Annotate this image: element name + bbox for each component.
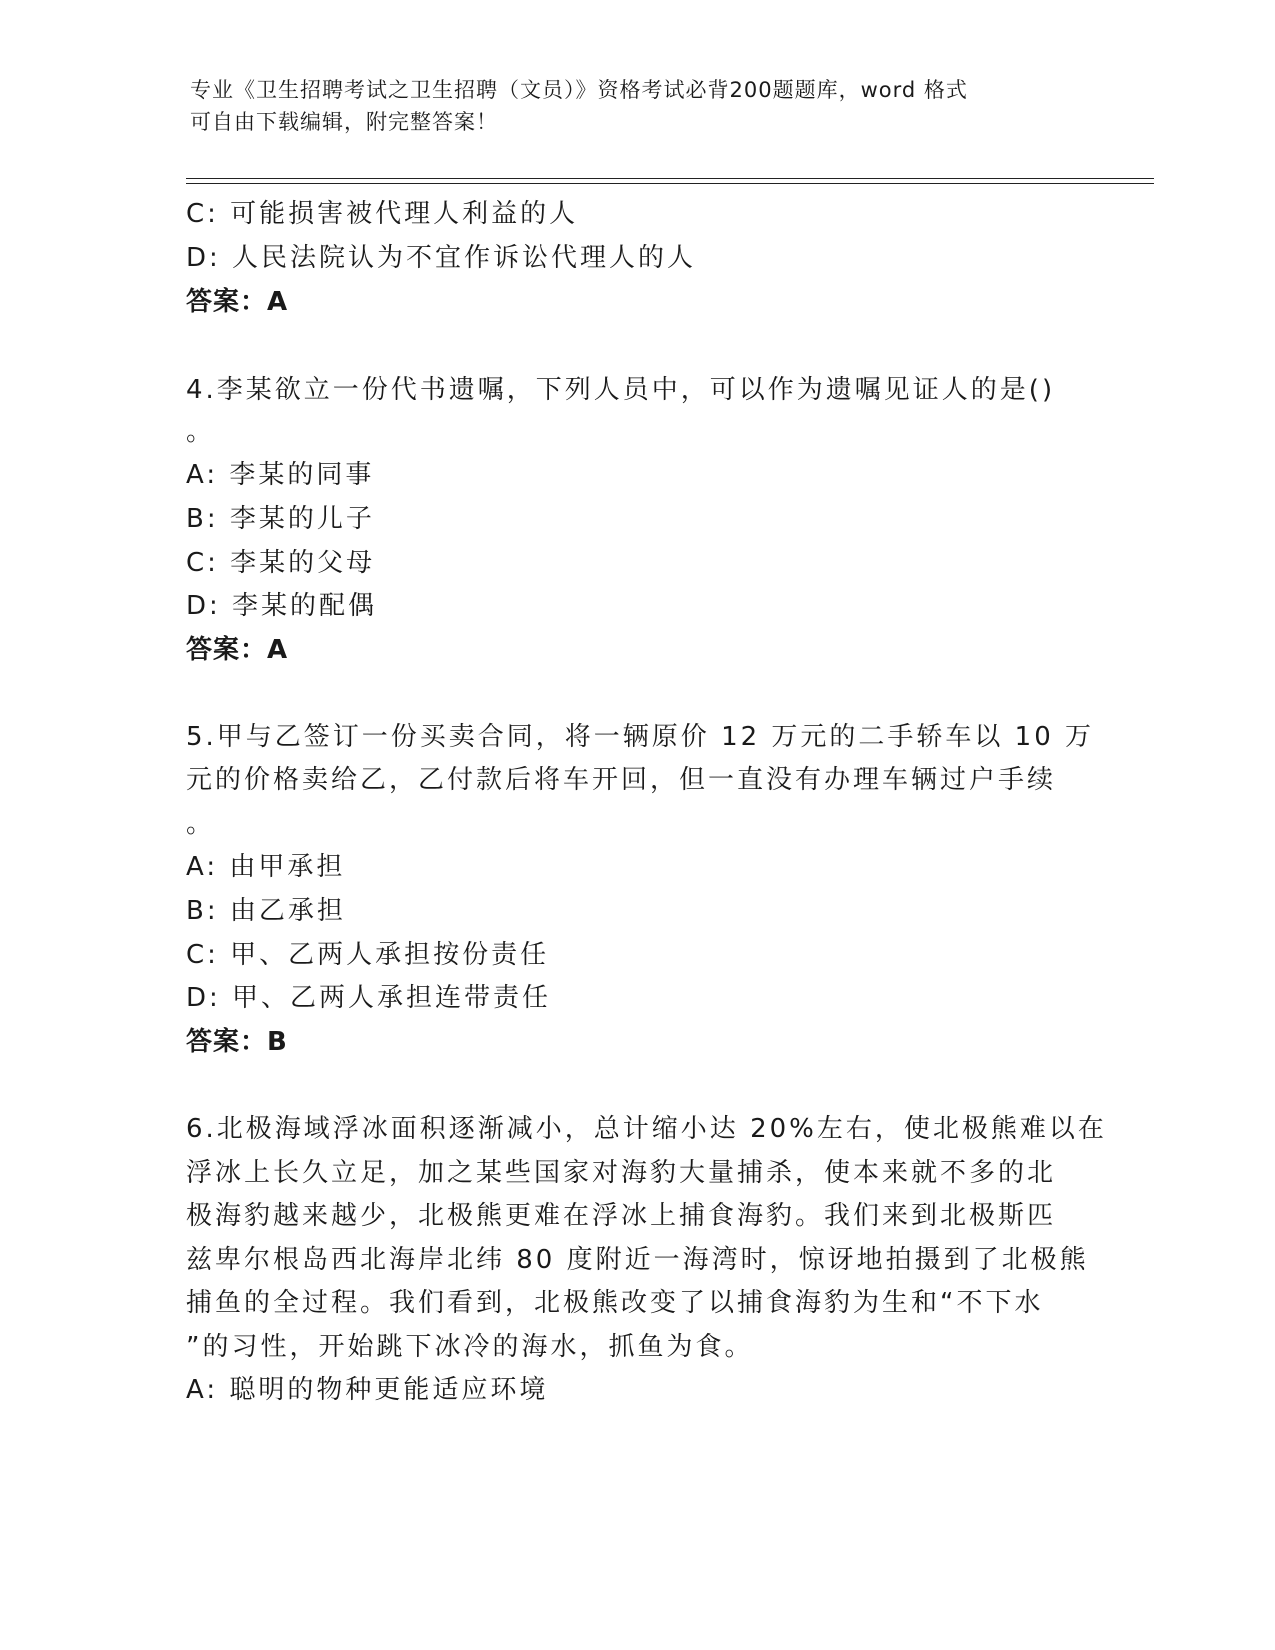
q4-stem-line-1: 4.李某欲立一份代书遗嘱，下列人员中，可以作为遗嘱见证人的是(): [186, 375, 1056, 405]
q4-option-c: C: 李某的父母: [186, 548, 376, 578]
q5-option-b: B: 由乙承担: [186, 896, 346, 926]
q3-answer: 答案：A: [186, 287, 289, 317]
q4-answer: 答案：A: [186, 635, 289, 665]
header-divider-bottom: [186, 183, 1154, 184]
q3-option-d: D: 人民法院认为不宜作诉讼代理人的人: [186, 243, 697, 273]
q5-option-c: C: 甲、乙两人承担按份责任: [186, 940, 550, 970]
q6-stem-line-3: 极海豹越来越少，北极熊更难在浮冰上捕食海豹。我们来到北极斯匹: [186, 1201, 1057, 1231]
q5-option-d: D: 甲、乙两人承担连带责任: [186, 983, 552, 1013]
header-title-line-1: 专业《卫生招聘考试之卫生招聘（文员）》资格考试必背200题题库，word 格式: [190, 78, 968, 102]
q6-stem-line-4: 兹卑尔根岛西北海岸北纬 80 度附近一海湾时，惊讶地拍摄到了北极熊: [186, 1245, 1089, 1275]
q6-stem-line-1: 6.北极海域浮冰面积逐渐减小，总计缩小达 20%左右，使北极熊难以在: [186, 1114, 1107, 1144]
q4-option-b: B: 李某的儿子: [186, 504, 375, 534]
q6-stem-line-6: ”的习性，开始跳下冰冷的海水，抓鱼为食。: [186, 1332, 754, 1362]
header-title-line-2: 可自由下载编辑，附完整答案！: [190, 110, 498, 134]
q6-stem-line-2: 浮冰上长久立足，加之某些国家对海豹大量捕杀，使本来就不多的北: [186, 1158, 1057, 1188]
q6-option-a: A: 聪明的物种更能适应环境: [186, 1375, 549, 1405]
q4-option-d: D: 李某的配偶: [186, 591, 378, 621]
header-divider-top: [186, 178, 1154, 179]
q3-option-c: C: 可能损害被代理人利益的人: [186, 199, 579, 229]
q4-option-a: A: 李某的同事: [186, 460, 375, 490]
q5-stem-line-1: 5.甲与乙签订一份买卖合同，将一辆原价 12 万元的二手轿车以 10 万: [186, 722, 1095, 752]
document-header: [190, 74, 1090, 138]
q5-stem-line-3: 。: [186, 809, 216, 839]
q5-answer: 答案：B: [186, 1027, 288, 1057]
q4-stem-line-2: 。: [186, 417, 216, 447]
q6-stem-line-5: 捕鱼的全过程。我们看到，北极熊改变了以捕食海豹为生和“不下水: [186, 1288, 1044, 1318]
q5-stem-line-2: 元的价格卖给乙，乙付款后将车开回，但一直没有办理车辆过户手续: [186, 765, 1057, 795]
q5-option-a: A: 由甲承担: [186, 852, 346, 882]
